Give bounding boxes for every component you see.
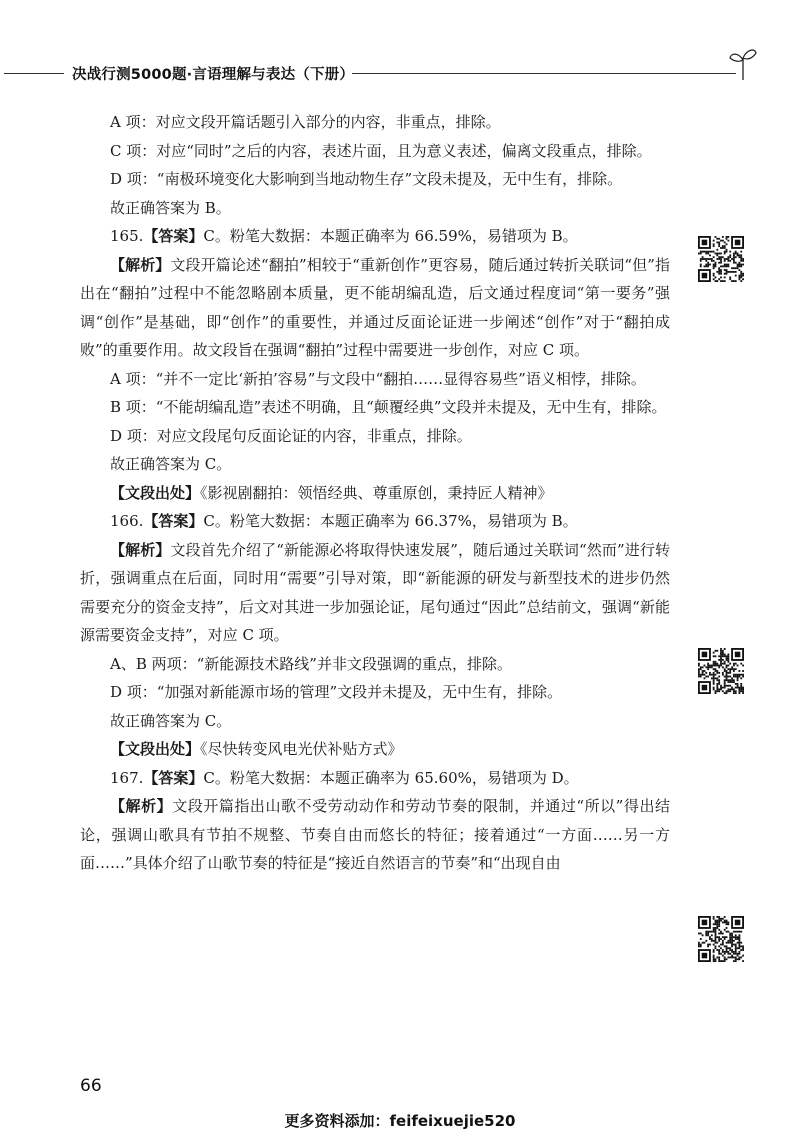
paragraph-text: 文段开篇指出山歌不受劳动动作和劳动节奏的限制，并通过“所以”得出结论，强调山歌具有节拍不规整、节奏自由而悠长的特征；接着通过“一方面……另一方面……”具体介绍了山歌节奏的特征是“接近自然语言的节奏”和“出现自由 — [80, 797, 670, 872]
paragraph-text: A、B 两项：“新能源技术路线”并非文段强调的重点，排除。 — [110, 654, 512, 673]
qr-code-icon[interactable] — [698, 916, 744, 962]
paragraph — [80, 450, 670, 479]
paragraph — [80, 650, 670, 679]
paragraph-text: C 项：对应“同时”之后的内容，表述片面，且为意义表述，偏离文段重点，排除。 — [110, 141, 652, 160]
question-number: 167. — [110, 768, 144, 787]
paragraph-text: 《影视剧翻拍：领悟经典、尊重原创，秉持匠人精神》 — [200, 483, 553, 502]
paragraph — [80, 536, 670, 650]
paragraph-text: A 项：对应文段开篇话题引入部分的内容，非重点，排除。 — [110, 113, 501, 131]
paragraph-text: 文段开篇论述“翻拍”相较于“重新创作”更容易，随后通过转折关联词“但”指出在“翻拍”过程中不能忽略剧本质量，更不能胡编乱造，后文通过程度词“第一要务”强调“创作”是基础，即“创作”的重要性，并通过反面论证进一步阐述“创作”对于“翻拍成败”的重要作用。故文段旨在强调“翻拍”过程中需要进一步创作，对应 C 项。 — [80, 255, 670, 359]
paragraph-text: A 项：“并不一定比‘新拍’容易”与文段中“翻拍……显得容易些”语义相悖，排除。 — [110, 369, 646, 388]
paragraph — [80, 764, 670, 793]
section-tag: 【答案】 — [143, 227, 204, 245]
paragraph — [80, 707, 670, 736]
paragraph-text: C。粉笔大数据：本题正确率为 66.37%，易错项为 B。 — [203, 512, 578, 530]
sprout-icon — [728, 44, 758, 82]
section-tag: 【答案】 — [143, 768, 204, 787]
section-tag: 【文段出处】 — [110, 483, 201, 502]
paragraph — [80, 251, 670, 365]
paragraph — [80, 165, 670, 194]
paragraph — [80, 365, 670, 394]
question-number: 165. — [110, 227, 144, 245]
paragraph — [80, 137, 670, 166]
paragraph-text: D 项：“加强对新能源市场的管理”文段并未提及，无中生有，排除。 — [110, 683, 563, 701]
header-rule-right — [352, 73, 736, 74]
section-tag: 【解析】 — [110, 797, 173, 815]
paragraph-text: 故正确答案为 C。 — [110, 711, 232, 730]
paragraph — [80, 108, 670, 137]
section-tag: 【解析】 — [110, 540, 171, 559]
paragraph-text: D 项：对应文段尾句反面论证的内容，非重点，排除。 — [110, 426, 472, 445]
qr-code-icon[interactable] — [698, 236, 744, 282]
header-rule-left — [4, 73, 64, 74]
paragraph — [80, 507, 670, 536]
paragraph — [80, 194, 670, 223]
paragraph — [80, 422, 670, 451]
paragraph-text: D 项：“南极环境变化大影响到当地动物生存”文段未提及，无中生有，排除。 — [110, 170, 623, 188]
header-title: 决战行测5000题·言语理解与表达（下册） — [72, 67, 355, 83]
section-tag: 【文段出处】 — [110, 740, 201, 758]
page-number: 66 — [80, 1076, 102, 1096]
paragraph-text: 文段首先介绍了“新能源必将取得快速发展”，随后通过关联词“然而”进行转折，强调重点在后面，同时用“需要”引导对策，即“新能源的研发与新型技术的进步仍然需要充分的资金支持”，后文对其进一步加强论证，尾句通过“因此”总结前文，强调“新能源需要资金支持”，对应 C 项。 — [80, 540, 670, 644]
paragraph-text: 故正确答案为 B。 — [110, 198, 231, 217]
section-tag: 【答案】 — [143, 512, 204, 530]
paragraph-text: 《尽快转变风电光伏补贴方式》 — [200, 740, 403, 758]
footer-note: 更多资料添加：feifeixuejie520 — [284, 1112, 516, 1130]
answer-explanations — [80, 108, 670, 878]
qr-code-icon[interactable] — [698, 648, 744, 694]
paragraph-text: B 项：“不能胡编乱造”表述不明确，且“颠覆经典”文段并未提及，无中生有，排除。 — [110, 398, 667, 416]
running-header — [0, 60, 800, 88]
paragraph — [80, 678, 670, 707]
paragraph — [80, 479, 670, 508]
paragraph — [80, 792, 670, 878]
paragraph — [80, 735, 670, 764]
paragraph-text: C。粉笔大数据：本题正确率为 66.59%，易错项为 B。 — [203, 227, 578, 245]
paragraph-text: C。粉笔大数据：本题正确率为 65.60%，易错项为 D。 — [203, 768, 579, 787]
question-number: 166. — [110, 512, 144, 530]
paragraph — [80, 393, 670, 422]
paragraph-text: 故正确答案为 C。 — [110, 455, 232, 473]
section-tag: 【解析】 — [110, 255, 171, 274]
paragraph — [80, 222, 670, 251]
